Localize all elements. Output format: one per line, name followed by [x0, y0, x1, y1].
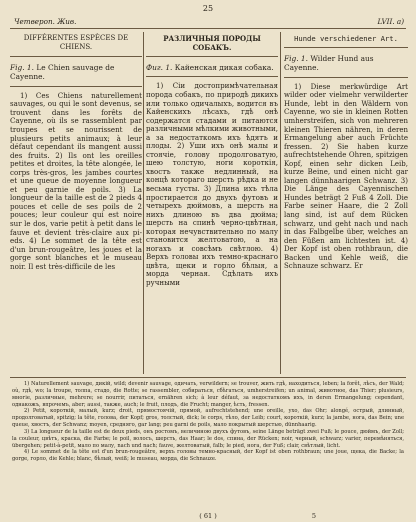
russian-fig-label: Фиг. 1. — [146, 63, 173, 72]
german-title-rule — [284, 47, 408, 48]
russian-caption-rule — [146, 76, 278, 77]
german-body-text: 1) Diese merkwürdige Art wilder oder vielmehr verwilderter Hunde, lebt in den Wäldern von Cayenne, wo sie in kleinen Rotten umherstreifen, sich von mehreren kleinen Thieren nähren, in deren Ermangelung aber auch Früchte fressen. 2) Sie haben kurze aufrechtstehende Ohren, spitzigen Kopf, einen sehr dicken Leib, kurze Beine, und einen nicht gar langen dünnhaarigen Schwanz. 3) Die Länge des Cayennischen Hundes beträgt 2 Fuß 4 Zoll. Die Farbe seiner Haare, die 2 Zoll lang sind, ist auf dem Rücken schwarz, und geht nach und nach in das Falbgelbe über, welches an den Füßen am lichtesten ist. 4) Der Kopf ist oben rothbraun, die Backen und Kehle weiß, die Schnauze schwarz. Er — [284, 82, 408, 271]
footnote: 1) Naturellement sauvage, дикiй, wild; devenir sauvage, одичать, verwildern; se trouver, жить гдѣ, находиться, leben; la forêt, лѣсъ, der Wald; où, гдѣ, wo; la troupe, толпа, стадо, die Rotte; se rassembler, собираться, сбѣгаться, umherstreifen; un animal, животное, das Thier; plusieurs, многiе, различные, mehrere; se nourrir, питаться, ernähren sich; à leur défaut, за недостаткомъ ихъ, in deren Ermangelung; cependant, однакожъ, впрочемъ, aber; aussi, также, auch; le fruit, плодъ, die Frucht; manger, ѣсть, fressen. — [12, 381, 404, 408]
russian-title: РАЗЛИЧНЫЯ ПОРОДЫ СОБАКЪ. — [163, 34, 261, 52]
german-title: Hunde verschiedener Art. — [294, 34, 398, 43]
header-rule — [10, 28, 406, 29]
russian-fig-name: Кайенская дикая собака. — [174, 63, 274, 72]
french-caption-rule — [10, 86, 142, 87]
german-fig-name: Wilder Hund aus Cayenne. — [284, 54, 374, 73]
footnote: 2) Petit, короткiй, малый, kurz; droit, прямостоячiй, прямой, aufrechtstehend; une oreille, ухо, das Ohr; alongé, острый, длинный, продолговатый, spitzig; la tête, голова, der Kopf; gros, толстый, dick; le corps, тѣло, der Leib; court, короткiй, kurz; la jambe, нога, das Bein; une queue, хвостъ, der Schwanz; moyen, средняго, gar lang; peu garni de poils, мало покрытый шерстью, dünnhaarig. — [12, 408, 404, 429]
french-column — [10, 33, 142, 373]
russian-body-text: 1) Сiи достопримѣчательная порода собакъ, по природѣ дикихъ или только одичалыхъ, водится въ Кайенскихъ лѣсахъ, гдѣ онѣ содержатся стадами и питаются различными мѣлкими животными, а за недостаткомъ ихъ ѣдятъ и плоды. 2) Уши ихъ онѣ малы и стоячiе, голову продолговатую, шею толстую, ноги короткiя, хвостъ также недлинный, на концѣ котораго шерсть рѣдка и не весьма густы. 3) Длина ихъ тѣла простирается до двухъ футовъ и четырехъ дюймовъ, а шерсть на нихъ длиною въ два дюйма; шерсть на спинѣ черно-цвѣтная, которая нечувствительно по малу становится желтоватою, а на ногахъ и совсѣмъ свѣтлою. 4) Верхъ головы ихъ темно-краснаго цвѣта, щеки и горло бѣлыя, а морда черная. Сдѣлать ихъ ручными — [146, 81, 278, 287]
footer-page-signature: ( 61 ) — [199, 512, 217, 520]
footnote: 3) La longueur de la taille est de deux pieds, онъ ростомъ, величиною двухъ футовъ, seine Länge beträgt zwei Fuß; le pouce, дюймъ, der Zoll; la couleur, цвѣтъ, краска, die Farbe; le poil, волосъ, шерсть, das Haar; le dos, спина, der Rücken; noir, черный, schwarz; varier, перемѣняться, übergehen; petit-à-petit, мало по малу, nach und nach; fauve, желтоватый, falb; le pied, нога, der Fuß; clair, свѣтлый, licht. — [12, 428, 404, 449]
footnotes — [12, 381, 404, 463]
french-fig-label: Fig. 1. — [10, 63, 34, 72]
footnote: 4) Le sommet de la tête est d'un brun-rougeâtre, верхъ головы темно-красный, der Kopf ist oben rothbraun; une joue, щека, die Backe; la gorge, горло, die Kehle; blanc, бѣлый, weiß; le museau, морда, die Schnauze. — [12, 449, 404, 463]
french-title-rule — [10, 56, 142, 57]
french-fig-name: Le Chien sauvage de Cayenne. — [10, 63, 115, 82]
column-divider-1 — [143, 32, 144, 374]
russian-column — [146, 33, 278, 373]
german-figure-caption — [284, 54, 408, 73]
russian-figure-caption — [146, 63, 278, 72]
german-column — [284, 33, 408, 373]
running-header-left: Четвероп. Жив. — [14, 17, 77, 26]
german-caption-rule — [284, 77, 408, 78]
footnote-rule — [10, 377, 406, 378]
footer-sheet-number: 5 — [311, 512, 316, 520]
german-fig-label: Fig. 1. — [284, 54, 308, 63]
running-header-right: LVII. a) — [377, 17, 404, 26]
russian-title-rule — [146, 56, 278, 57]
french-title: DIFFÉRENTES ESPÈCES DE CHIENS. — [23, 34, 129, 51]
french-body-text: 1) Ces Chiens naturellement sauvages, ou qui le sont devenus, se trouvent dans les forêts de Cayenne, où ils se rassemblent par troupes et se nourissent de plusieurs petits animaux; à leur défaut cependant ils mangent aussi des fruits. 2) Ils ont les oreilles petites et droites, la tête alongée, le corps très-gros, les jambes courtes et une queue de moyenne longueur et peu garnie de poils. 3) La longueur de la taille est de 2 pieds 4 pouces et celle de ses poils de 2 pouces; leur couleur qui est noire sur le dos, varie petit à petit dans le fauve et devient très-claire aux pi-eds. 4) Le sommet de la tête est d'un brun-rougeâtre, les joues et la gorge sont blanches et le museau noir. Il est très-difficile de les — [10, 90, 142, 271]
page-number: 25 — [202, 4, 214, 13]
column-divider-2 — [280, 32, 281, 374]
french-figure-caption — [10, 63, 142, 82]
page-footer — [0, 512, 416, 520]
